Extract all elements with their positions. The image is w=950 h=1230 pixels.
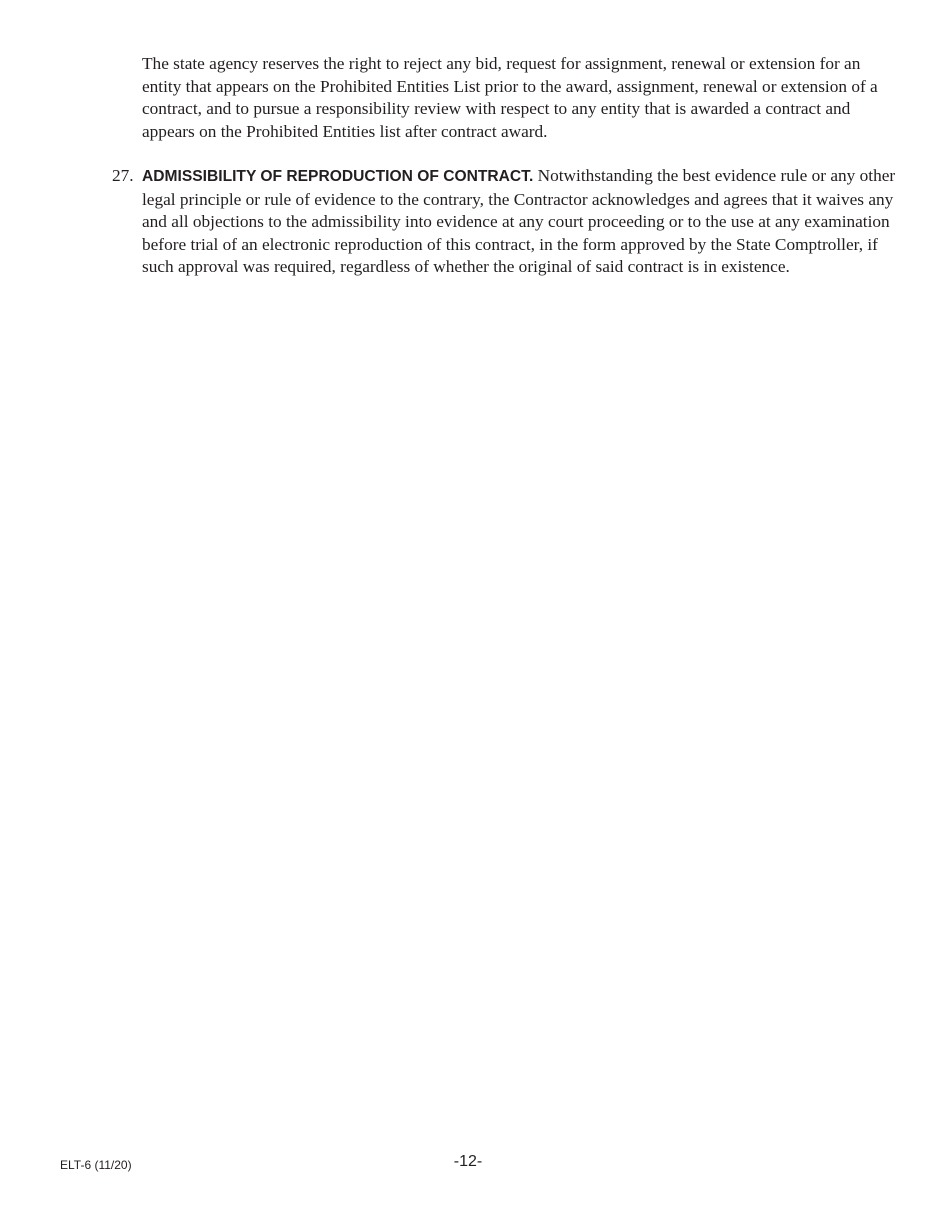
continuation-paragraph: The state agency reserves the right to reject any bid, request for assignment, renewal or extension for an entity that appears on the Prohibited Entities List prior to the award, assignment, renewal or extension of a contract, and to pursue a responsibility review with respect to any entity that is awarded a contract and appears on the Prohibited Entities list after contract award. [142, 54, 878, 141]
footer-page-number: -12- [453, 1153, 483, 1170]
section-heading: ADMISSIBILITY OF REPRODUCTION OF CONTRACT. [142, 168, 534, 185]
section-number: 27. [112, 166, 134, 185]
footer-form-id: ELT-6 (11/20) [60, 1158, 132, 1172]
section-text: Notwithstanding the best evidence rule or any other legal principle or rule of evidence to the contrary, the Contractor acknowledges and agrees that it waives any and all objections to the admissibility into evidence at any court proceeding or to the use at any examination before trial of an electronic reproduction of this contract, in the form approved by the State Comptroller, if such approval was required, regardless of whether the original of said contract is in existence. [142, 166, 896, 276]
section-27 [112, 165, 902, 279]
section-body [142, 165, 897, 279]
